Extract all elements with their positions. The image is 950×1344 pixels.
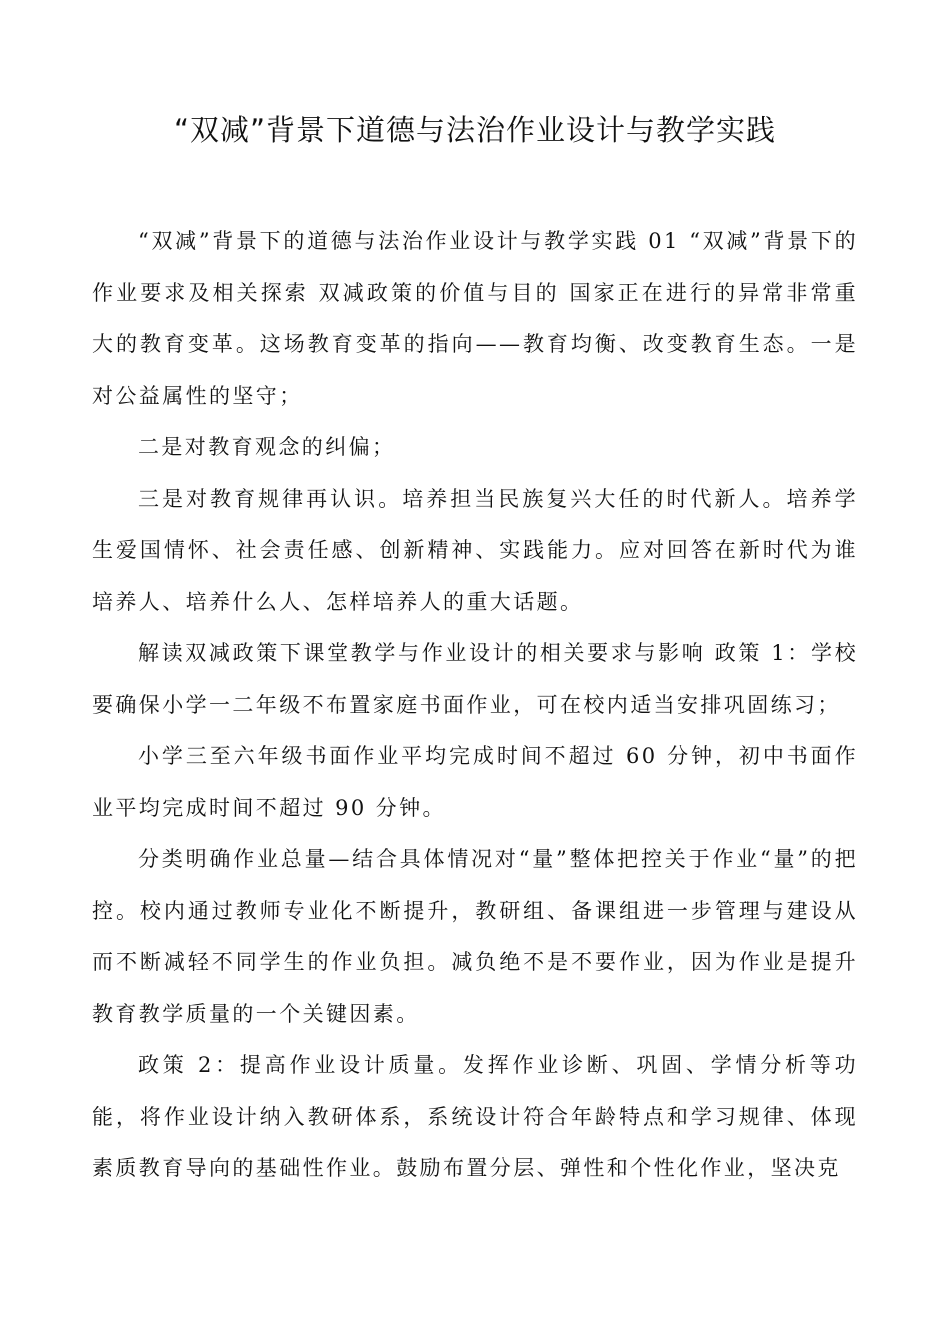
paragraph-6: 分类明确作业总量—结合具体情况对“量”整体把控关于作业“量”的把控。校内通过教师专业化不断提升，教研组、备课组进一步管理与建设从而不断减轻不同学生的作业负担。减负绝不是不要作业，因为作业是提升教育教学质量的一个关键因素。 <box>92 847 858 1026</box>
paragraph-7: 政策 2：提高作业设计质量。发挥作业诊断、巩固、学情分析等功能，将作业设计纳入教研体系，系统设计符合年龄特点和学习规律、体现素质教育导向的基础性作业。鼓励布置分层、弹性和个性化作业，坚决克 <box>92 1053 858 1180</box>
paragraph-3: 三是对教育规律再认识。培养担当民族复兴大任的时代新人。培养学生爱国情怀、社会责任感、创新精神、实践能力。应对回答在新时代为谁培养人、培养什么人、怎样培养人的重大话题。 <box>92 486 858 614</box>
paragraph-5: 小学三至六年级书面作业平均完成时间不超过 60 分钟，初中书面作业平均完成时间不超过 90 分钟。 <box>92 744 858 820</box>
paragraph-4: 解读双减政策下课堂教学与作业设计的相关要求与影响 政策 1：学校要确保小学一二年级不布置家庭书面作业，可在校内适当安排巩固练习； <box>92 641 858 717</box>
paragraph-2: 二是对教育观念的纠偏； <box>138 435 396 459</box>
paragraph-1: “双减”背景下的道德与法治作业设计与教学实践 01 “双减”背景下的作业要求及相关探索 双减政策的价值与目的 国家正在进行的异常非常重大的教育变革。这场教育变革的指向——教育均衡、改变教育生态。一是对公益属性的坚守； <box>92 229 858 408</box>
document-body <box>92 216 858 1195</box>
document-title: “双减”背景下道德与法治作业设计与教学实践 <box>173 113 777 147</box>
